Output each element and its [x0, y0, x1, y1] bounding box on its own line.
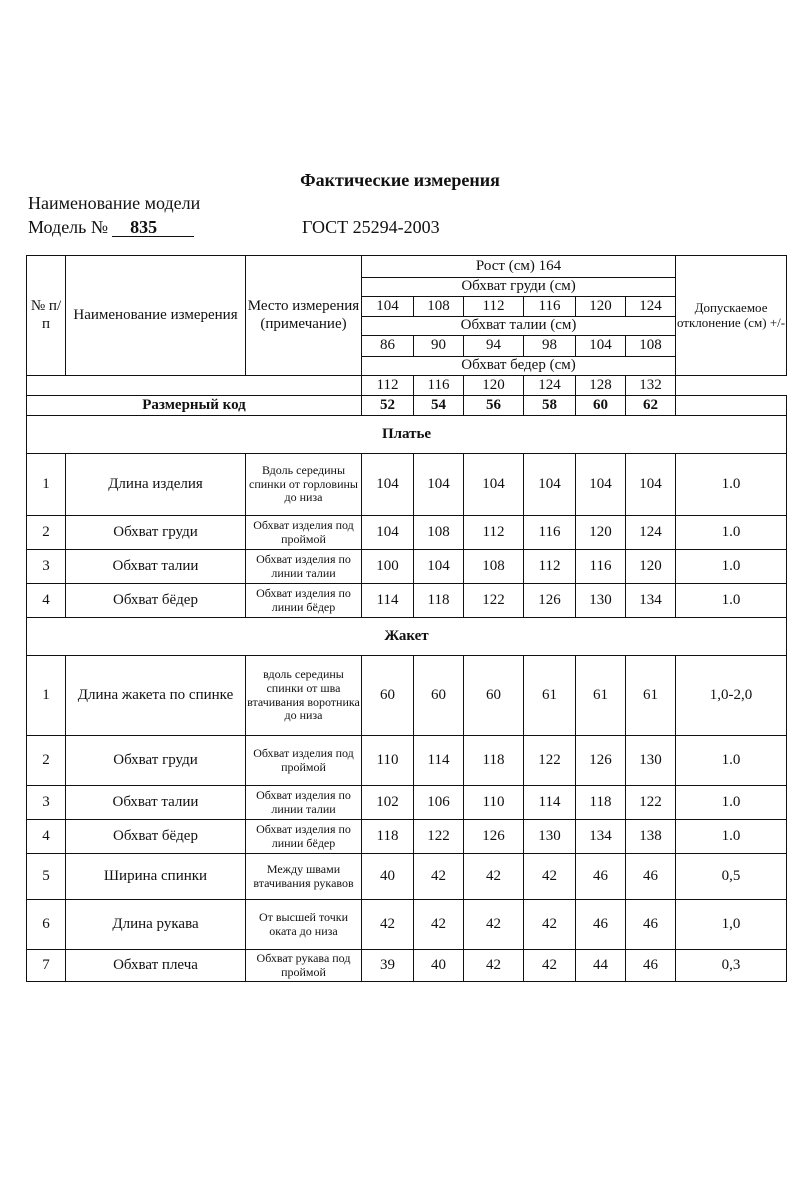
hips-value: 132 [626, 376, 676, 396]
size-code-value: 54 [414, 396, 464, 416]
measurement-value: 114 [414, 736, 464, 786]
measurement-value: 106 [414, 786, 464, 820]
tolerance-value: 1.0 [676, 820, 787, 854]
bust-value: 124 [626, 297, 676, 317]
header-name: Наименование измерения [66, 256, 246, 376]
measurement-value: 120 [576, 516, 626, 550]
section-header-row [27, 416, 787, 454]
measurement-name: Обхват груди [66, 736, 246, 786]
tolerance-value: 1,0 [676, 900, 787, 950]
bust-value: 104 [362, 297, 414, 317]
bust-value: 108 [414, 297, 464, 317]
tolerance-value: 0,3 [676, 950, 787, 982]
measurement-value: 42 [524, 950, 576, 982]
row-number: 4 [27, 820, 66, 854]
measurement-name: Обхват плеча [66, 950, 246, 982]
header-tolerance: Допускаемое отклонение (см) +/- [676, 256, 787, 376]
measurement-value: 130 [576, 584, 626, 618]
header-spacer [27, 376, 362, 396]
model-number-line [28, 217, 194, 238]
header-bust-label: Обхват груди (см) [362, 278, 676, 297]
measurement-value: 104 [362, 454, 414, 516]
page-title: Фактические измерения [300, 170, 500, 190]
measurement-value: 42 [524, 900, 576, 950]
measurement-value: 120 [626, 550, 676, 584]
measurement-place: Обхват рукава под проймой [246, 950, 362, 982]
row-number: 6 [27, 900, 66, 950]
measurement-value: 126 [464, 820, 524, 854]
measurement-value: 40 [414, 950, 464, 982]
row-number: 2 [27, 736, 66, 786]
size-code-value: 60 [576, 396, 626, 416]
waist-value: 104 [576, 336, 626, 357]
bust-value: 120 [576, 297, 626, 317]
measurement-value: 122 [626, 786, 676, 820]
measurement-value: 126 [524, 584, 576, 618]
table-row [27, 454, 787, 516]
measurement-value: 44 [576, 950, 626, 982]
measurement-place: Обхват изделия по линии талии [246, 786, 362, 820]
measurement-value: 104 [576, 454, 626, 516]
table-row [27, 786, 787, 820]
bust-value: 116 [524, 297, 576, 317]
size-code-value: 56 [464, 396, 524, 416]
measurement-value: 61 [576, 656, 626, 736]
size-code-value: 52 [362, 396, 414, 416]
measurement-place: Обхват изделия по линии бёдер [246, 820, 362, 854]
measurement-value: 61 [626, 656, 676, 736]
row-number: 5 [27, 854, 66, 900]
hips-value: 112 [362, 376, 414, 396]
waist-value: 108 [626, 336, 676, 357]
measurement-value: 118 [576, 786, 626, 820]
measurement-name: Длина жакета по спинке [66, 656, 246, 736]
measurement-value: 104 [414, 550, 464, 584]
tolerance-value: 1.0 [676, 584, 787, 618]
measurement-value: 112 [464, 516, 524, 550]
measurement-place: От высшей точки оката до низа [246, 900, 362, 950]
waist-value: 86 [362, 336, 414, 357]
measurement-value: 104 [626, 454, 676, 516]
measurement-name: Обхват талии [66, 550, 246, 584]
measurements-table [26, 255, 787, 982]
size-code-value: 58 [524, 396, 576, 416]
tolerance-value: 1,0-2,0 [676, 656, 787, 736]
hips-value: 124 [524, 376, 576, 396]
section-title: Платье [27, 416, 787, 454]
measurement-value: 60 [414, 656, 464, 736]
tolerance-value: 1.0 [676, 736, 787, 786]
table-row [27, 854, 787, 900]
measurement-value: 134 [576, 820, 626, 854]
size-code-value: 62 [626, 396, 676, 416]
section-header-row [27, 618, 787, 656]
table-row [27, 900, 787, 950]
measurement-value: 108 [414, 516, 464, 550]
measurement-value: 112 [524, 550, 576, 584]
measurement-value: 104 [362, 516, 414, 550]
measurement-value: 60 [362, 656, 414, 736]
table-row [27, 516, 787, 550]
measurement-name: Обхват бёдер [66, 584, 246, 618]
measurement-name: Длина изделия [66, 454, 246, 516]
measurement-value: 110 [464, 786, 524, 820]
header-height: Рост (см) 164 [362, 256, 676, 278]
measurement-value: 42 [362, 900, 414, 950]
waist-value: 90 [414, 336, 464, 357]
row-number: 1 [27, 656, 66, 736]
model-number-label: Модель № [28, 217, 109, 237]
measurement-place: Обхват изделия по линии бёдер [246, 584, 362, 618]
measurement-value: 42 [464, 854, 524, 900]
header-waist-label: Обхват талии (см) [362, 317, 676, 336]
measurement-value: 122 [464, 584, 524, 618]
row-number: 2 [27, 516, 66, 550]
tolerance-value: 1.0 [676, 786, 787, 820]
measurement-name: Обхват бёдер [66, 820, 246, 854]
measurement-place: Обхват изделия по линии талии [246, 550, 362, 584]
measurement-value: 138 [626, 820, 676, 854]
row-number: 7 [27, 950, 66, 982]
measurement-value: 116 [524, 516, 576, 550]
measurement-name: Ширина спинки [66, 854, 246, 900]
measurement-value: 116 [576, 550, 626, 584]
table-row [27, 736, 787, 786]
measurement-place: Обхват изделия под проймой [246, 516, 362, 550]
hips-value: 120 [464, 376, 524, 396]
measurement-value: 134 [626, 584, 676, 618]
table-row [27, 656, 787, 736]
row-number: 4 [27, 584, 66, 618]
measurement-name: Обхват талии [66, 786, 246, 820]
measurement-value: 104 [414, 454, 464, 516]
measurement-value: 39 [362, 950, 414, 982]
model-name-label: Наименование модели [28, 193, 201, 213]
header-hips-label: Обхват бедер (см) [362, 357, 676, 376]
header-place: Место измерения (примечание) [246, 256, 362, 376]
hips-value: 116 [414, 376, 464, 396]
measurement-name: Обхват груди [66, 516, 246, 550]
tolerance-value: 0,5 [676, 854, 787, 900]
measurement-value: 118 [362, 820, 414, 854]
measurement-value: 114 [524, 786, 576, 820]
measurement-value: 110 [362, 736, 414, 786]
waist-value: 94 [464, 336, 524, 357]
measurement-value: 100 [362, 550, 414, 584]
measurement-value: 46 [626, 900, 676, 950]
size-code-label: Размерный код [27, 396, 362, 416]
measurement-value: 118 [414, 584, 464, 618]
measurement-name: Длина рукава [66, 900, 246, 950]
measurement-value: 130 [626, 736, 676, 786]
measurement-value: 122 [524, 736, 576, 786]
measurement-value: 61 [524, 656, 576, 736]
measurement-value: 46 [576, 900, 626, 950]
measurement-value: 46 [626, 950, 676, 982]
size-code-tolerance-empty [676, 396, 787, 416]
measurement-value: 42 [464, 950, 524, 982]
measurement-value: 114 [362, 584, 414, 618]
header-num: № п/п [27, 256, 66, 376]
row-number: 3 [27, 786, 66, 820]
measurement-value: 42 [414, 900, 464, 950]
table-row [27, 584, 787, 618]
tolerance-value: 1.0 [676, 550, 787, 584]
measurement-value: 124 [626, 516, 676, 550]
model-number: 835 [112, 218, 194, 237]
measurement-place: вдоль середины спинки от шва втачивания воротника до низа [246, 656, 362, 736]
measurement-value: 108 [464, 550, 524, 584]
measurement-place: Обхват изделия под проймой [246, 736, 362, 786]
tolerance-value: 1.0 [676, 454, 787, 516]
measurement-value: 40 [362, 854, 414, 900]
measurement-value: 118 [464, 736, 524, 786]
measurement-place: Между швами втачивания рукавов [246, 854, 362, 900]
table-row [27, 550, 787, 584]
measurement-value: 42 [464, 900, 524, 950]
measurement-value: 42 [524, 854, 576, 900]
waist-value: 98 [524, 336, 576, 357]
tolerance-value: 1.0 [676, 516, 787, 550]
hips-value: 128 [576, 376, 626, 396]
section-title: Жакет [27, 618, 787, 656]
measurement-value: 126 [576, 736, 626, 786]
measurement-value: 46 [576, 854, 626, 900]
table-row [27, 950, 787, 982]
measurement-value: 130 [524, 820, 576, 854]
measurement-place: Вдоль середины спинки от горловины до низа [246, 454, 362, 516]
row-number: 3 [27, 550, 66, 584]
measurement-value: 104 [524, 454, 576, 516]
bust-value: 112 [464, 297, 524, 317]
standard-label: ГОСТ 25294-2003 [302, 217, 440, 237]
measurement-value: 104 [464, 454, 524, 516]
measurement-value: 42 [414, 854, 464, 900]
table-row [27, 820, 787, 854]
measurement-value: 122 [414, 820, 464, 854]
measurement-value: 60 [464, 656, 524, 736]
measurement-value: 46 [626, 854, 676, 900]
row-number: 1 [27, 454, 66, 516]
measurement-value: 102 [362, 786, 414, 820]
